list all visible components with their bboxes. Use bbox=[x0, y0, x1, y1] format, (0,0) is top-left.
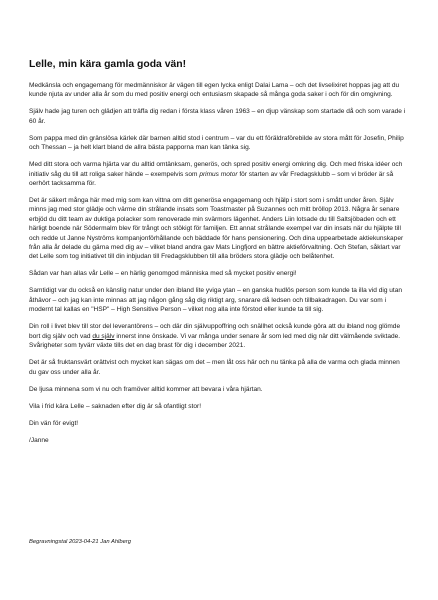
paragraph-text: Själv hade jag turen och glädjen att träffa dig redan i första klass våren 1963 – en djup vänskap som startade då och som varade i 60 år. bbox=[29, 108, 406, 125]
paragraph-text: primus motor bbox=[199, 170, 238, 178]
paragraph-text: Med ditt stora och varma hjärta var du alltid omtänksam, generös, och spred positiv energi omkring dig. Och med friska idéer och initiativ såg du till att roliga saker hände – exempelvis som bbox=[29, 161, 403, 178]
paragraph-text: Det är så fruktansvärt orättvist och mycket kan sägas om det – men låt oss här och nu tänka på alla de varma och glada minnen du gav oss under alla år. bbox=[29, 359, 400, 376]
footer-note: Begravningstal 2023-04-21 Jan Ahlberg bbox=[29, 539, 131, 545]
paragraph-p7 bbox=[29, 286, 408, 314]
paragraph-text: du själv bbox=[92, 332, 115, 340]
paragraph-text: Det är säkert många här med mig som kan vittna om ditt generösa engagemang och hjälp i stort som i smått under åren. Själv minns jag med stor glädje och värme din strålande insats som Toastmaster på Suzannes och mitt bröllop 2013. Några år senare erbjöd du ditt team av duktiga polacker som renoverade min svärmors lägenhet. Anders Liin lotsade du till Saltsjöbaden och ett härligt boende när Södermalm blev för trångt och stökigt för familjen. Ett annat strålande exempel var din insats när du hjälpte till och redde ut Janne Nyströms kompanjonförhållande och bäddade för hans pensionering. Och dina uppearbetade aktiekunskaper från alla år delade du gärna med dig av – vilket bland andra gav Mats Lingfjord en bättre aktieförvaltning. Och Stefan, såklart var det Lelle som tog initiativet till din inbjudan till Fredagsklubben till alla bröders stora glädje och belåtenhet. bbox=[29, 197, 404, 261]
paragraph-p3 bbox=[29, 134, 408, 153]
paragraph-text: Samtidigt var du också en känslig natur under den ibland lite yviga ytan – en ganska hudlös person som kunde ta illa vid dig utan åthävor – och jag kan inte minnas att jag någon gång såg dig riktigt arg, snarare då ledsen och tillbakadragen. Du var som i modernt tal kallas en "HSP" – High Sensitive Person – vilket nog alla inte förstod eller kunde ta till sig. bbox=[29, 287, 403, 314]
paragraph-p8 bbox=[29, 322, 408, 350]
paragraph-text: Medkänsla och engagemang för medmänniskor är vägen till egen lycka enligt Dalai Lama – och det livselixiret hoppas jag att du kunde njuta av under alla år som du med positiv energi och entusiasm skapade så många goda saker i och för din omgivning. bbox=[29, 82, 400, 99]
paragraph-text: Din vän för evigt! bbox=[29, 419, 79, 427]
paragraph-p6 bbox=[29, 269, 408, 278]
paragraph-p13 bbox=[29, 436, 408, 445]
paragraph-p9 bbox=[29, 358, 408, 377]
paragraph-text: Sådan var han allas vår Lelle – en härlig genomgod människa med så mycket positiv energi! bbox=[29, 270, 297, 278]
paragraph-p11 bbox=[29, 402, 408, 411]
paragraph-text: innerst inne önskade. Vi var många under senare år som led med dig när ditt välmående sviktade. Svårigheter som tyvärr växte tills det en dag brast för dig i december 2021. bbox=[29, 332, 401, 350]
document-body bbox=[29, 81, 408, 445]
paragraph-p2 bbox=[29, 107, 408, 126]
paragraph-text: Din roll i livet blev till stor del leverantörens – och där din självuppoffring och snällhet också kunde göra att du ibland nog glömde bort dig själv och vad bbox=[29, 323, 401, 340]
paragraph-p5 bbox=[29, 196, 408, 262]
paragraph-text: Vila i frid kära Lelle – saknaden efter dig är så ofantligt stor! bbox=[29, 402, 202, 410]
paragraph-p12 bbox=[29, 419, 408, 428]
paragraph-text: /Janne bbox=[29, 436, 49, 444]
paragraph-p4 bbox=[29, 160, 408, 188]
paragraph-p1 bbox=[29, 81, 408, 100]
paragraph-p10 bbox=[29, 385, 408, 394]
paragraph-text: De ljusa minnena som vi nu och framöver alltid kommer att bevara i våra hjärtan. bbox=[29, 385, 263, 393]
paragraph-text: Som pappa med din gränslösa kärlek där barnen alltid stod i centrum – var du ett föräldraförebilde av stora mått för Josefin, Philip och Thessan – ja helt klart bland de allra bästa papporna man kan tänka sig. bbox=[29, 134, 404, 152]
document-title: Lelle, min kära gamla goda vän! bbox=[29, 59, 187, 70]
paragraph-text: för starten av vår Fredagsklubb – som vi bröder är så oerhört tacksamma för. bbox=[29, 170, 394, 188]
